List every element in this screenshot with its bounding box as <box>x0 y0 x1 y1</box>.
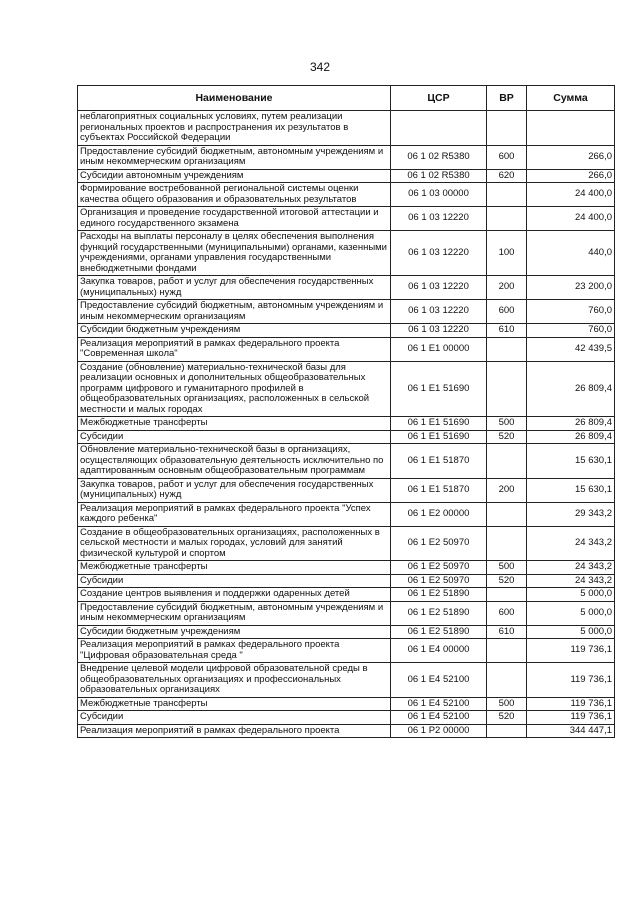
cell-vr: 520 <box>487 711 527 725</box>
cell-sum: 24 343,2 <box>527 574 615 588</box>
cell-csr: 06 1 E4 00000 <box>391 639 487 663</box>
cell-name: Закупка товаров, работ и услуг для обеспечения государственных (муниципальных) нужд <box>78 478 391 502</box>
cell-vr <box>487 361 527 417</box>
cell-csr: 06 1 E2 51890 <box>391 601 487 625</box>
cell-csr: 06 1 E4 52100 <box>391 711 487 725</box>
cell-csr: 06 1 03 12220 <box>391 300 487 324</box>
cell-name: Создание в общеобразовательных организациях, расположенных в сельской местности и малых городах, условий для занятий физической культурой и спортом <box>78 526 391 561</box>
cell-csr: 06 1 E2 51890 <box>391 625 487 639</box>
cell-sum: 266,0 <box>527 169 615 183</box>
cell-csr: 06 1 E4 52100 <box>391 697 487 711</box>
cell-name: Субсидии автономным учреждениям <box>78 169 391 183</box>
cell-name: Межбюджетные трансферты <box>78 417 391 431</box>
cell-vr: 200 <box>487 478 527 502</box>
cell-name: Предоставление субсидий бюджетным, автономным учреждениям и иным некоммерческим организациям <box>78 601 391 625</box>
cell-name: неблагоприятных социальных условиях, путем реализации региональных проектов и распространения их результатов в субъектах Российской Федерации <box>78 111 391 146</box>
cell-vr <box>487 526 527 561</box>
table-row <box>78 111 615 146</box>
table-row <box>78 300 615 324</box>
table-row <box>78 697 615 711</box>
cell-sum: 760,0 <box>527 300 615 324</box>
table-row <box>78 574 615 588</box>
cell-vr: 500 <box>487 561 527 575</box>
cell-csr: 06 1 E4 52100 <box>391 663 487 698</box>
cell-vr <box>487 639 527 663</box>
cell-sum: 344 447,1 <box>527 724 615 738</box>
cell-csr: 06 1 E1 51690 <box>391 430 487 444</box>
cell-csr: 06 1 E1 51690 <box>391 361 487 417</box>
cell-name: Предоставление субсидий бюджетным, автономным учреждениям и иным некоммерческим организациям <box>78 300 391 324</box>
table-row <box>78 663 615 698</box>
cell-sum: 5 000,0 <box>527 601 615 625</box>
cell-sum: 29 343,2 <box>527 502 615 526</box>
cell-name: Субсидии бюджетным учреждениям <box>78 625 391 639</box>
table-row <box>78 561 615 575</box>
cell-csr: 06 1 E2 00000 <box>391 502 487 526</box>
table-row <box>78 444 615 479</box>
cell-vr: 610 <box>487 324 527 338</box>
table-row <box>78 145 615 169</box>
budget-table <box>77 85 615 738</box>
cell-csr: 06 1 P2 00000 <box>391 724 487 738</box>
cell-vr <box>487 337 527 361</box>
table-row <box>78 478 615 502</box>
cell-csr: 06 1 03 12220 <box>391 231 487 276</box>
cell-csr: 06 1 03 12220 <box>391 276 487 300</box>
cell-csr: 06 1 E1 00000 <box>391 337 487 361</box>
cell-sum: 266,0 <box>527 145 615 169</box>
table-row <box>78 183 615 207</box>
cell-name: Обновление материально-технической базы в организациях, осуществляющих образовательную деятельность исключительно по адаптированным основным общеобразовательным программам <box>78 444 391 479</box>
header-vr: ВР <box>487 86 527 111</box>
cell-name: Субсидии бюджетным учреждениям <box>78 324 391 338</box>
cell-vr <box>487 663 527 698</box>
cell-vr: 600 <box>487 601 527 625</box>
cell-name: Предоставление субсидий бюджетным, автономным учреждениям и иным некоммерческим организациям <box>78 145 391 169</box>
table-row <box>78 601 615 625</box>
cell-vr: 500 <box>487 697 527 711</box>
cell-csr: 06 1 E1 51690 <box>391 417 487 431</box>
header-sum: Сумма <box>527 86 615 111</box>
cell-csr: 06 1 E2 50970 <box>391 574 487 588</box>
cell-name: Реализация мероприятий в рамках федерального проекта "Успех каждого ребенка" <box>78 502 391 526</box>
cell-sum: 119 736,1 <box>527 663 615 698</box>
cell-sum: 26 809,4 <box>527 417 615 431</box>
cell-vr <box>487 183 527 207</box>
cell-csr: 06 1 02 R5380 <box>391 145 487 169</box>
cell-vr <box>487 724 527 738</box>
cell-sum: 24 343,2 <box>527 561 615 575</box>
cell-sum: 15 630,1 <box>527 444 615 479</box>
cell-vr: 100 <box>487 231 527 276</box>
cell-csr: 06 1 E1 51870 <box>391 478 487 502</box>
cell-vr: 600 <box>487 300 527 324</box>
cell-name: Закупка товаров, работ и услуг для обеспечения государственных (муниципальных) нужд <box>78 276 391 300</box>
cell-sum: 760,0 <box>527 324 615 338</box>
cell-vr: 610 <box>487 625 527 639</box>
table-row <box>78 588 615 602</box>
table-row <box>78 337 615 361</box>
header-name: Наименование <box>78 86 391 111</box>
table-row <box>78 430 615 444</box>
cell-name: Создание (обновление) материально-технической базы для реализации основных и дополнительных общеобразовательных программ цифрового и гуманитарного профилей в общеобразовательных организациях, расположенных в сельской местности и малых городах <box>78 361 391 417</box>
cell-vr: 520 <box>487 430 527 444</box>
cell-vr <box>487 207 527 231</box>
cell-vr <box>487 502 527 526</box>
cell-csr: 06 1 E2 50970 <box>391 526 487 561</box>
cell-sum: 119 736,1 <box>527 697 615 711</box>
table-row <box>78 324 615 338</box>
table-body <box>78 111 615 738</box>
cell-name: Расходы на выплаты персоналу в целях обеспечения выполнения функций государственными (муниципальными) органами, казенными учреждениями, органами управления государственными внебюджетными фондами <box>78 231 391 276</box>
cell-vr: 500 <box>487 417 527 431</box>
table-row <box>78 711 615 725</box>
cell-csr: 06 1 03 12220 <box>391 324 487 338</box>
cell-sum: 15 630,1 <box>527 478 615 502</box>
cell-vr <box>487 588 527 602</box>
cell-csr: 06 1 03 00000 <box>391 183 487 207</box>
cell-csr: 06 1 02 R5380 <box>391 169 487 183</box>
cell-vr <box>487 111 527 146</box>
cell-name: Межбюджетные трансферты <box>78 697 391 711</box>
cell-name: Формирование востребованной региональной системы оценки качества общего образования и образовательных результатов <box>78 183 391 207</box>
cell-vr: 620 <box>487 169 527 183</box>
cell-name: Внедрение целевой модели цифровой образовательной среды в общеобразовательных организациях и профессиональных образовательных организациях <box>78 663 391 698</box>
cell-csr <box>391 111 487 146</box>
cell-name: Субсидии <box>78 574 391 588</box>
cell-vr: 600 <box>487 145 527 169</box>
cell-sum: 5 000,0 <box>527 588 615 602</box>
cell-name: Реализация мероприятий в рамках федерального проекта "Цифровая образовательная среда " <box>78 639 391 663</box>
cell-vr: 520 <box>487 574 527 588</box>
cell-csr: 06 1 03 12220 <box>391 207 487 231</box>
table-row <box>78 526 615 561</box>
header-csr: ЦСР <box>391 86 487 111</box>
cell-csr: 06 1 E2 50970 <box>391 561 487 575</box>
cell-vr <box>487 444 527 479</box>
cell-vr: 200 <box>487 276 527 300</box>
cell-sum: 26 809,4 <box>527 361 615 417</box>
cell-name: Организация и проведение государственной итоговой аттестации и единого государственного экзамена <box>78 207 391 231</box>
cell-name: Субсидии <box>78 430 391 444</box>
cell-sum: 119 736,1 <box>527 711 615 725</box>
table-row <box>78 502 615 526</box>
cell-sum: 24 400,0 <box>527 207 615 231</box>
cell-name: Реализация мероприятий в рамках федерального проекта "Современная школа" <box>78 337 391 361</box>
cell-sum: 42 439,5 <box>527 337 615 361</box>
cell-sum <box>527 111 615 146</box>
table-row <box>78 417 615 431</box>
table-row <box>78 169 615 183</box>
cell-sum: 5 000,0 <box>527 625 615 639</box>
page-number: 342 <box>309 60 331 74</box>
cell-name: Создание центров выявления и поддержки одаренных детей <box>78 588 391 602</box>
cell-csr: 06 1 E2 51890 <box>391 588 487 602</box>
table-row <box>78 276 615 300</box>
cell-sum: 24 400,0 <box>527 183 615 207</box>
cell-name: Субсидии <box>78 711 391 725</box>
table-row <box>78 724 615 738</box>
cell-sum: 440,0 <box>527 231 615 276</box>
cell-sum: 24 343,2 <box>527 526 615 561</box>
cell-name: Межбюджетные трансферты <box>78 561 391 575</box>
cell-name: Реализация мероприятий в рамках федерального проекта <box>78 724 391 738</box>
table-row <box>78 207 615 231</box>
cell-csr: 06 1 E1 51870 <box>391 444 487 479</box>
table-row <box>78 625 615 639</box>
table-row <box>78 231 615 276</box>
table-row <box>78 639 615 663</box>
table-row <box>78 361 615 417</box>
cell-sum: 26 809,4 <box>527 430 615 444</box>
cell-sum: 119 736,1 <box>527 639 615 663</box>
cell-sum: 23 200,0 <box>527 276 615 300</box>
table-header-row <box>78 86 615 111</box>
